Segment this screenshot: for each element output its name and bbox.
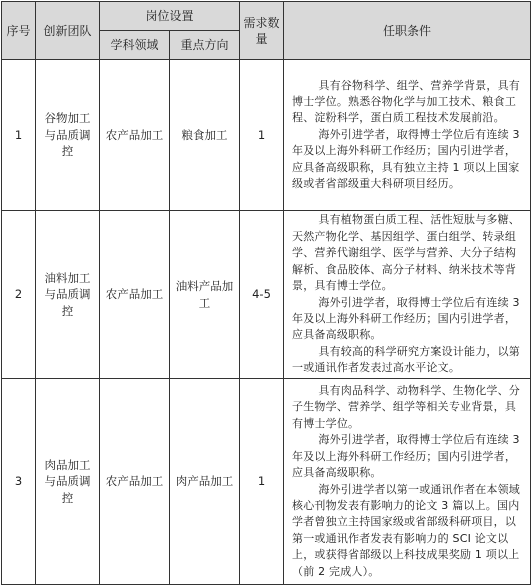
row-requirements [284,60,531,211]
table-row [2,60,531,211]
row-focus: 粮食加工 [170,60,240,211]
table-row [2,211,531,379]
row-need: 1 [240,60,284,211]
row-team: 谷物加工与品质调控 [36,60,100,211]
row-need: 1 [240,379,284,585]
row-focus: 肉产品加工 [170,379,240,585]
header-need: 需求数量 [240,2,284,60]
row-requirements [284,379,531,585]
row-team: 肉品加工与品质调控 [36,379,100,585]
position-table [1,1,531,585]
requirement-paragraph: 具有植物蛋白质工程、活性短肽与多糖、天然产物化学、基因组学、蛋白组学、转录组学、营养代谢组学、医学与营养、大分子结构解析、食品胶体、高分子材料、纳米技术等背景，具有博士学位。 [292,213,521,293]
row-focus: 油料产品加工 [170,211,240,379]
requirement-paragraph: 具有肉品科学、动物科学、生物化学、分子生物学、营养学、组学等相关专业背景，具有博士学位。 [292,384,521,430]
row-seq: 2 [2,211,36,379]
requirement-paragraph: 具有较高的科学研究方案设计能力，以第一或通讯作者发表过高水平论文。 [292,344,521,375]
header-position-group: 岗位设置 [100,2,240,31]
header-field: 学科领域 [100,31,170,60]
requirement-paragraph: 海外引进学者，取得博士学位后有连续 3 年及以上海外科研工作经历；国内引进学者，应具备高级职称。 [292,295,520,342]
header-requirements: 任职条件 [284,2,531,60]
table-row [2,379,531,585]
header-seq: 序号 [2,2,36,60]
requirement-paragraph: 海外引进学者，取得博士学位后有连续 3 年及以上海外科研工作经历；国内引进学者，应具备高级职称，具有独立主持 1 项以上国家级或者省部级重大科研项目经历。 [292,127,520,191]
row-need: 4-5 [240,211,284,379]
row-requirements [284,211,531,379]
row-field: 农产品加工 [100,379,170,585]
requirement-paragraph: 海外引进学者以第一或通讯作者在本领域核心刊物发表有影响力的论文 3 篇以上。国内学者曾独立主持国家级或省部级科研项目，以第一或通讯作者发表有影响力的 SCI 论文以上，或获得省部级以上科技成果奖励 1 项以上（前 2 完成人）。 [292,482,521,578]
requirement-paragraph: 海外引进学者，取得博士学位后有连续 3 年及以上海外科研工作经历；国内引进学者，应具备高级职称。 [292,433,520,480]
row-seq: 3 [2,379,36,585]
row-field: 农产品加工 [100,60,170,211]
row-seq: 1 [2,60,36,211]
requirement-paragraph: 具有谷物科学、组学、营养学背景，具有博士学位。熟悉谷物化学与加工技术、粮食工程、淀粉科学，蛋白质工程技术发展前沿。 [292,78,521,125]
header-team: 创新团队 [36,2,100,60]
row-field: 农产品加工 [100,211,170,379]
header-focus: 重点方向 [170,31,240,60]
row-team: 油料加工与品质调控 [36,211,100,379]
